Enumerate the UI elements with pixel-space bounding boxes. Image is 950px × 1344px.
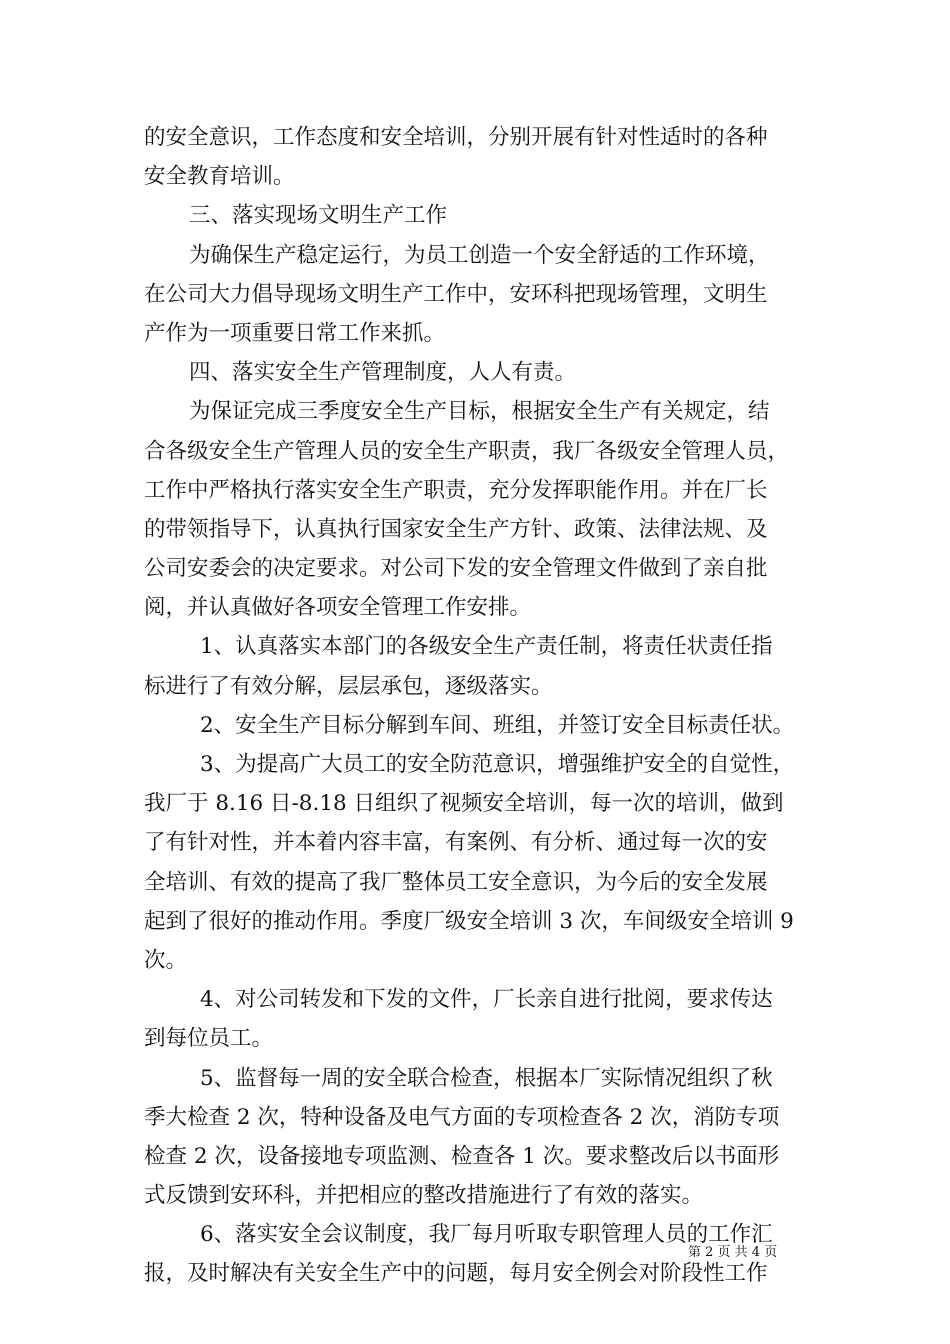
list-item-line: 3、为提高广大员工的安全防范意识，增强维护安全的自觉性，: [200, 752, 795, 777]
text-line: 安全教育培训。: [144, 164, 295, 190]
text-line: 为保证完成三季度安全生产目标，根据安全生产有关规定，结: [189, 399, 770, 425]
text-line: 式反馈到安环科，并把相应的整改措施进行了有效的落实。: [144, 1183, 704, 1209]
text-line: 标进行了有效分解，层层承包，逐级落实。: [144, 673, 553, 699]
section-heading: 三、落实现场文明生产工作: [189, 203, 448, 229]
text-line: 在公司大力倡导现场文明生产工作中，安环科把现场管理，文明生: [144, 281, 768, 307]
text-line: 季大检查 2 次，特种设备及电气方面的专项检查各 2 次，消防专项: [144, 1104, 780, 1130]
text-line: 次。: [144, 947, 188, 973]
text-line: 的带领指导下，认真执行国家安全生产方针、政策、法律法规、及: [144, 516, 768, 542]
section-heading: 四、落实安全生产管理制度，人人有责。: [189, 360, 577, 386]
text-line: 了有针对性，并本着内容丰富，有案例、有分析、通过每一次的安: [144, 830, 768, 856]
text-line: 公司安委会的决定要求。对公司下发的安全管理文件做到了亲自批: [144, 556, 768, 582]
text-line: 检查 2 次，设备接地专项监测、检查各 1 次。要求整改后以书面形: [144, 1143, 780, 1169]
text-line: 产作为一项重要日常工作来抓。: [144, 320, 446, 346]
text-line: 合各级安全生产管理人员的安全生产职责，我厂各级安全管理人员，: [144, 438, 790, 464]
text-line: 报，及时解决有关安全生产中的问题，每月安全例会对阶段性工作: [144, 1261, 768, 1287]
list-item-line: 1、认真落实本部门的各级安全生产责任制，将责任状责任指: [200, 634, 773, 660]
text-line: 起到了很好的推动作用。季度厂级安全培训 3 次，车间级安全培训 9: [144, 908, 794, 934]
text-line: 为确保生产稳定运行，为员工创造一个安全舒适的工作环境，: [189, 242, 770, 268]
list-item-line: 5、监督每一周的安全联合检查，根据本厂实际情况组织了秋: [200, 1065, 773, 1091]
document-body: [144, 118, 812, 1294]
text-line: 到每位员工。: [144, 1026, 274, 1052]
text-line: 阅，并认真做好各项安全管理工作安排。: [144, 595, 532, 621]
text-line: 全培训、有效的提高了我厂整体员工安全意识，为今后的安全发展: [144, 869, 768, 895]
text-line: 我厂于 8.16 日-8.18 日组织了视频安全培训，每一次的培训，做到: [144, 791, 784, 817]
list-item-line: 2、安全生产目标分解到车间、班组，并签订安全目标责任状。: [200, 712, 795, 738]
page-number-footer: 第 2 页 共 4 页: [688, 1245, 778, 1260]
text-line: 的安全意识，工作态度和安全培训，分别开展有针对性适时的各种: [144, 125, 768, 150]
text-line: 工作中严格执行落实安全生产职责，充分发挥职能作用。并在厂长: [144, 477, 768, 503]
list-item-line: 4、对公司转发和下发的文件，厂长亲自进行批阅，要求传达: [200, 987, 773, 1013]
list-item-line: 6、落实安全会议制度，我厂每月听取专职管理人员的工作汇: [200, 1222, 773, 1248]
